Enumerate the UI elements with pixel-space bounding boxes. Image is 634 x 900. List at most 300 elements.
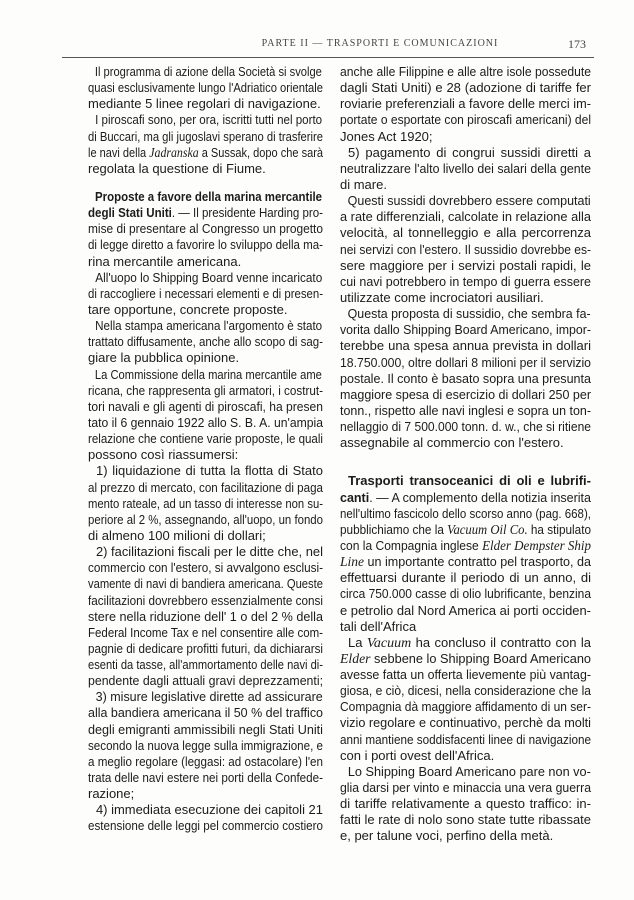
text-line xyxy=(88,80,323,96)
text-line xyxy=(88,480,323,496)
text-line-content xyxy=(340,715,591,731)
text-run: con i porti ovest dell'Africa. xyxy=(340,747,495,763)
text-run: mediante 5 linee regolari di navigazione. xyxy=(88,96,321,112)
text-line-content xyxy=(88,754,323,770)
text-line-content xyxy=(88,722,323,738)
text-line xyxy=(88,221,323,237)
text-run: quasi esclusivamente lungo l'Adriatico orientale xyxy=(88,80,323,96)
text-line-content xyxy=(88,593,323,609)
text-line xyxy=(88,350,323,366)
text-line-content xyxy=(88,480,323,496)
text-line xyxy=(340,290,591,306)
text-line-content xyxy=(340,435,564,451)
text-run: anni mantiene soddisfacenti linee di navigazione xyxy=(340,731,591,747)
text-line xyxy=(340,225,591,241)
text-line-content xyxy=(88,705,323,721)
text-line-content xyxy=(340,699,591,715)
text-run: e, per talune voci, perfino della metà. xyxy=(340,828,554,844)
text-line-content xyxy=(88,161,266,177)
text-run: nellaggio di 7 500.000 tonn. d. w., che si ritiene xyxy=(340,419,591,435)
italic-text: Jadranska xyxy=(149,145,199,161)
text-run: a rate differenziali, calcolate in relazione alla xyxy=(340,209,591,225)
text-line xyxy=(88,689,323,705)
text-line xyxy=(88,415,323,431)
text-run: Jones Act 1920; xyxy=(340,128,433,144)
text-line-content xyxy=(340,748,494,764)
text-run: fatti le rate di nolo sono state tutte ribassate xyxy=(340,812,591,828)
text-run: . — A complemento della notizia inserita xyxy=(369,489,591,505)
text-line xyxy=(88,641,323,657)
text-run: I piroscafi sono, per ora, iscritti tutti nel porto xyxy=(95,112,323,128)
text-run: La Commissione della marina mercantile ame xyxy=(94,366,322,382)
text-line-content xyxy=(88,673,323,689)
text-line xyxy=(88,754,323,770)
text-line xyxy=(88,254,323,270)
text-line-content xyxy=(340,387,591,403)
text-run: ha stipulato xyxy=(527,521,591,537)
italic-text: Vacuum xyxy=(366,635,412,651)
text-line-content xyxy=(88,512,323,528)
text-line xyxy=(88,367,323,383)
text-line-content xyxy=(88,641,323,657)
text-line-content xyxy=(340,96,591,112)
text-run: a Sussak, dopo che sarà xyxy=(198,144,323,160)
paragraph-gap xyxy=(88,177,323,189)
text-line-content xyxy=(88,302,287,318)
text-line xyxy=(88,463,323,479)
text-line xyxy=(340,619,591,635)
text-line-content xyxy=(88,528,266,544)
text-line xyxy=(340,522,591,538)
text-run: facilitazioni dovrebbero essenzialmente consi xyxy=(88,592,323,608)
text-line-content xyxy=(88,205,323,221)
text-run: 4) immediata esecuzione dei capitoli 21 xyxy=(95,802,323,818)
text-line-content xyxy=(88,738,323,754)
text-line-content xyxy=(340,796,591,812)
text-line-content xyxy=(88,189,322,205)
text-line xyxy=(88,560,323,576)
text-line-content xyxy=(340,242,591,258)
text-run: 1) liquidazione di tutta la flotta di Stato xyxy=(96,463,323,479)
text-run: di almeno 100 milioni di dollari; xyxy=(88,527,266,543)
text-line xyxy=(340,112,591,128)
text-run: neutralizzare l'alto livello dei salari della gente xyxy=(340,160,591,176)
text-line-content xyxy=(340,64,591,80)
text-run: pagnie di dedicare profitti futuri, da dichiararsi xyxy=(88,640,323,656)
page-number: 173 xyxy=(568,37,586,51)
text-line-content xyxy=(340,812,591,828)
text-line xyxy=(340,145,591,161)
text-run: tonn., rispetto alle navi inglesi e sopra un ton- xyxy=(340,402,591,418)
text-line-content xyxy=(88,431,323,447)
text-line xyxy=(88,64,323,80)
text-line-content xyxy=(88,383,323,399)
text-run: velocità, al tonnelleggio e alla percorrenza xyxy=(340,225,591,241)
text-line xyxy=(340,586,591,602)
text-line xyxy=(88,770,323,786)
text-line-content xyxy=(340,780,591,796)
text-line-content xyxy=(340,338,591,354)
text-run: pendente dagli attuali gravi deprezzamenti; xyxy=(88,673,323,689)
text-line-content xyxy=(340,145,591,161)
text-line-content xyxy=(340,473,591,489)
text-run: maggiore spesa di esercizio di dollari 250 per xyxy=(340,386,591,402)
text-run: nell'ultimo fascicolo dello scorso anno (pag. 668), xyxy=(340,505,591,521)
text-line xyxy=(340,603,591,619)
text-line xyxy=(340,715,591,731)
text-run: dagli Stati Uniti) e 28 (adozione di tariffe fer xyxy=(340,80,591,96)
text-run: portate o esportate con piroscafi americani) del xyxy=(340,112,591,128)
text-line xyxy=(88,705,323,721)
text-run: un importante contratto pel trasporto, da xyxy=(364,554,591,570)
text-line-content xyxy=(340,290,544,306)
text-run: . — Il presidente Harding pro- xyxy=(171,205,323,221)
text-line xyxy=(340,209,591,225)
text-line xyxy=(340,338,591,354)
text-run: Il programma di azione della Società si svolge xyxy=(94,64,322,79)
text-line-content xyxy=(88,145,323,162)
text-line xyxy=(340,387,591,403)
text-line-content xyxy=(340,355,591,371)
text-line xyxy=(88,818,323,834)
text-line-content xyxy=(340,80,591,96)
text-line-content xyxy=(88,270,322,286)
text-line xyxy=(340,506,591,522)
text-line xyxy=(340,635,591,651)
text-run: Questi sussidi dovrebbero essere computati xyxy=(347,193,591,209)
text-line-content xyxy=(340,619,416,635)
text-run: tare opportune, concrete proposte. xyxy=(88,301,288,317)
text-line-content xyxy=(88,689,323,705)
text-run: con la Compagnia inglese xyxy=(340,537,483,553)
bold-heading-text: Proposte a favore della marina mercantile xyxy=(95,188,323,204)
italic-text: Vacuum Oil Co. xyxy=(447,522,528,538)
text-run: mento rateale, ad un tasso di interesse non su- xyxy=(88,495,323,511)
text-line xyxy=(88,512,323,528)
text-run: giosa, e ciò, dicesi, nella considerazione che la xyxy=(340,683,591,699)
text-line-content xyxy=(340,667,591,683)
text-run: anche alle Filippine e alle altre isole possedute xyxy=(340,64,591,79)
text-line xyxy=(88,399,323,415)
text-run: vamente di navi di bandiera americana. Queste xyxy=(88,576,323,592)
text-run: mise di presentare al Congresso un progetto xyxy=(88,221,323,237)
text-line-content xyxy=(88,609,323,625)
text-run: sere maggiore per i servizi postali rapidi, le xyxy=(340,257,591,273)
text-run: commercio con l'estero, si avvalgono esclusi- xyxy=(88,560,323,576)
text-line-content xyxy=(340,322,591,338)
text-line xyxy=(340,699,591,715)
text-line xyxy=(340,796,591,812)
text-run: roviarie preferenziali a favore delle merci im- xyxy=(340,96,591,112)
text-line-content xyxy=(340,129,433,145)
text-line xyxy=(88,318,323,334)
text-run: pubblichiamo che la xyxy=(340,521,448,537)
text-run: giare la pubblica opinione. xyxy=(88,350,240,366)
text-run: ricana, che rappresenta gli armatori, i costrut- xyxy=(88,382,323,398)
text-line xyxy=(88,302,323,318)
text-line xyxy=(340,435,591,451)
text-line xyxy=(340,732,591,748)
text-line xyxy=(340,274,591,290)
text-run: 18.750.000, oltre dollari 8 milioni per il servizio xyxy=(340,354,591,370)
text-line xyxy=(88,270,323,286)
text-run: assegnabile al commercio con l'estero. xyxy=(340,435,564,451)
text-line xyxy=(340,371,591,387)
text-run: regolata la questione di Fiume. xyxy=(88,160,266,176)
text-line-content xyxy=(88,560,323,576)
text-run: postale. Il conto è basato sopra una presunta xyxy=(340,370,591,386)
text-run: le navi della xyxy=(88,144,150,160)
text-run: trattato diffusamente, anche allo scopo di sag- xyxy=(88,334,323,350)
text-line-content xyxy=(88,544,323,560)
text-run: Compagnia dà maggiore affidamento di un ser- xyxy=(340,699,591,715)
text-line xyxy=(340,403,591,419)
text-line-content xyxy=(88,237,323,253)
header-rule xyxy=(62,57,594,58)
text-line-content xyxy=(340,306,591,322)
text-line xyxy=(88,544,323,560)
text-line-content xyxy=(88,112,322,128)
text-run: Questa proposta di sussidio, che sembra fa- xyxy=(347,306,591,322)
text-line-content xyxy=(88,786,134,802)
text-line-content xyxy=(88,350,239,366)
text-line xyxy=(340,538,591,554)
text-run: All'uopo lo Shipping Board venne incaricato xyxy=(95,269,323,285)
text-line xyxy=(88,738,323,754)
text-line xyxy=(340,748,591,764)
text-line-content xyxy=(340,828,553,844)
text-line-content xyxy=(340,419,591,435)
text-line-content xyxy=(88,334,323,350)
text-line xyxy=(340,177,591,193)
bold-heading-text: Trasporti transoceanici di oli e lubrifi- xyxy=(348,473,591,489)
text-run: Nella stampa americana l'argomento è stato xyxy=(95,318,323,334)
text-run: di raccogliere i necessari elementi e di presen- xyxy=(88,285,323,301)
text-run: razione; xyxy=(88,786,135,802)
text-run: 2) facilitazioni fiscali per le ditte che, nel xyxy=(95,544,323,560)
text-line-content xyxy=(88,496,323,512)
text-line xyxy=(88,625,323,641)
text-run: di tariffe relativamente a questo traffico: in- xyxy=(340,796,591,812)
text-run: avesse fatta un offerta lievemente più vantag- xyxy=(340,667,591,683)
text-line-content xyxy=(340,554,591,571)
text-line-content xyxy=(88,318,322,334)
text-line-content xyxy=(88,415,323,431)
text-run: vizio regolare e continuativo, perchè da molti xyxy=(340,715,591,731)
text-line xyxy=(340,683,591,699)
text-run: esenti da tasse, all'ammortamento delle navi di- xyxy=(88,657,323,673)
text-line-content xyxy=(340,490,591,506)
text-line xyxy=(340,322,591,338)
text-run: La xyxy=(348,634,367,650)
italic-text: Elder Dempster Ship xyxy=(482,538,591,554)
text-run: al prezzo di mercato, con facilitazione di paga xyxy=(88,479,323,495)
text-line-content xyxy=(340,506,591,522)
text-run: secondo la nuova legge sulla immigrazione, e xyxy=(88,737,323,753)
text-line xyxy=(340,96,591,112)
text-line xyxy=(340,80,591,96)
text-line-content xyxy=(340,371,591,387)
italic-text: Elder xyxy=(340,651,371,667)
text-run: rina mercantile americana. xyxy=(88,253,242,269)
text-line xyxy=(88,802,323,818)
text-line-content xyxy=(340,522,591,539)
text-line xyxy=(340,242,591,258)
text-run: tali dell'Africa xyxy=(340,618,417,634)
text-run: tato il 6 gennaio 1922 allo S. B. A. un'ampia xyxy=(88,414,323,430)
text-line xyxy=(88,609,323,625)
text-run: possono così riassumersi: xyxy=(88,447,239,463)
italic-text: Line xyxy=(340,555,365,571)
text-run: alla bandiera americana il 50 % del traffico xyxy=(88,705,323,721)
text-line xyxy=(88,657,323,673)
text-line-content xyxy=(88,221,323,237)
text-run: sebbene lo Shipping Board Americano xyxy=(370,650,591,666)
bold-heading-text: canti xyxy=(340,489,370,505)
text-run: utilizzate come incrociatori ausiliari. xyxy=(340,289,544,305)
bold-heading-text: degli Stati Uniti xyxy=(88,205,172,221)
text-line xyxy=(88,722,323,738)
text-line-content xyxy=(340,225,591,241)
text-line xyxy=(88,189,323,205)
text-line xyxy=(340,473,591,489)
text-line xyxy=(340,64,591,80)
text-run: a meglio regolare (leggasi: ad ostacolare) l'en xyxy=(88,753,323,769)
text-line xyxy=(340,764,591,780)
text-line-content xyxy=(340,603,591,619)
text-run: effettuarsi durante il periodo di un anno, di xyxy=(340,570,591,586)
text-run: stere nella riduzione dell' 1 o del 2 % della xyxy=(88,608,323,624)
text-line xyxy=(88,129,323,145)
text-line xyxy=(88,161,323,177)
text-line-content xyxy=(340,764,591,780)
text-run: terebbe una spesa annua prevista in dollari xyxy=(340,338,591,354)
text-line xyxy=(88,286,323,302)
text-line-content xyxy=(88,657,323,673)
text-run: periore al 2 %, assegnando, all'uopo, un fondo xyxy=(88,511,323,527)
text-run: glia darsi per vinto e minaccia una vera guerra xyxy=(340,780,591,796)
text-line xyxy=(88,334,323,350)
text-line-content xyxy=(340,403,591,419)
text-line-content xyxy=(340,112,591,128)
text-line-content xyxy=(88,802,323,818)
text-line xyxy=(88,237,323,253)
text-line xyxy=(340,193,591,209)
text-line-content xyxy=(340,651,591,668)
text-run: di mare. xyxy=(340,176,387,192)
text-line xyxy=(340,306,591,322)
text-line-content xyxy=(340,161,591,177)
text-line-content xyxy=(88,286,323,302)
text-run: nei servizi con l'estero. Il sussidio dovrebbe es- xyxy=(340,241,591,257)
text-run: degli emigranti ammissibili negli Stati Uniti xyxy=(88,721,323,737)
text-line xyxy=(88,383,323,399)
text-line-content xyxy=(340,586,591,602)
text-line-content xyxy=(340,177,387,193)
text-line-content xyxy=(88,818,323,834)
text-line-content xyxy=(88,770,323,786)
text-run: 5) pagamento di congrui sussidi diretti a xyxy=(348,144,591,160)
text-run: e petrolio dal Nord America ai porti occiden- xyxy=(340,602,591,618)
text-run: 3) misure legislative dirette ad assicurare xyxy=(95,689,323,705)
text-line-content xyxy=(88,129,323,145)
text-line xyxy=(88,447,323,463)
text-line-content xyxy=(88,463,323,479)
text-run: di Buccari, ma gli jugoslavi sperano di trasferire xyxy=(88,128,323,144)
text-line-content xyxy=(88,399,323,415)
text-line-content xyxy=(88,254,241,270)
text-line-content xyxy=(340,635,591,652)
text-run: Federal Income Tax e nel consentire alle com- xyxy=(88,624,323,640)
text-line-content xyxy=(88,96,321,112)
text-run: trata delle navi estere nei porti della Confede- xyxy=(88,770,323,786)
text-line xyxy=(88,431,323,447)
text-line xyxy=(340,161,591,177)
text-line-content xyxy=(88,576,323,592)
text-line-content xyxy=(340,570,591,586)
text-line xyxy=(340,570,591,586)
text-line xyxy=(340,355,591,371)
text-line xyxy=(340,667,591,683)
text-run: circa 750.000 casse di olio lubrificante, benzina xyxy=(340,586,591,602)
text-line xyxy=(340,812,591,828)
text-run: relazione che contiene varie proposte, le quali xyxy=(88,431,323,447)
text-line xyxy=(88,786,323,802)
right-column xyxy=(340,64,591,845)
text-run: estensione delle leggi pel commercio costiero xyxy=(88,818,323,834)
text-line-content xyxy=(340,732,591,748)
running-header-title: PARTE II — TRASPORTI E COMUNICAZIONI xyxy=(261,38,499,49)
text-run: cui navi potrebbero in tempo di guerra essere xyxy=(340,273,591,289)
text-line-content xyxy=(340,274,591,290)
paragraph-gap xyxy=(340,451,591,473)
text-line xyxy=(88,145,323,161)
running-header xyxy=(0,38,634,54)
text-line xyxy=(88,496,323,512)
text-line xyxy=(340,651,591,667)
text-line-content xyxy=(340,209,591,225)
text-line xyxy=(88,205,323,221)
text-run: Lo Shipping Board Americano pare non vo- xyxy=(347,763,591,779)
text-line-content xyxy=(340,538,591,555)
text-line-content xyxy=(340,193,591,209)
text-line xyxy=(340,780,591,796)
left-column xyxy=(88,64,323,835)
text-run: ha concluso il contratto con la xyxy=(411,634,591,650)
text-line xyxy=(88,528,323,544)
text-line xyxy=(340,129,591,145)
text-line xyxy=(340,419,591,435)
text-line-content xyxy=(340,683,591,699)
text-line-content xyxy=(88,367,322,383)
text-run: di legge diretto a favorire lo sviluppo della ma- xyxy=(88,237,323,253)
text-line-content xyxy=(88,625,323,641)
text-line xyxy=(88,112,323,128)
text-line xyxy=(340,554,591,570)
text-run: vorita dallo Shipping Board Americano, impor- xyxy=(340,322,591,338)
text-line xyxy=(88,96,323,112)
text-line-content xyxy=(88,447,238,463)
text-line xyxy=(340,258,591,274)
text-line xyxy=(88,576,323,592)
text-line xyxy=(88,593,323,609)
text-line xyxy=(88,673,323,689)
text-run: tori navali e gli agenti di piroscafi, ha presen xyxy=(88,398,323,414)
text-line xyxy=(340,490,591,506)
text-line-content xyxy=(88,64,322,80)
text-line-content xyxy=(340,258,591,274)
text-line xyxy=(340,828,591,844)
